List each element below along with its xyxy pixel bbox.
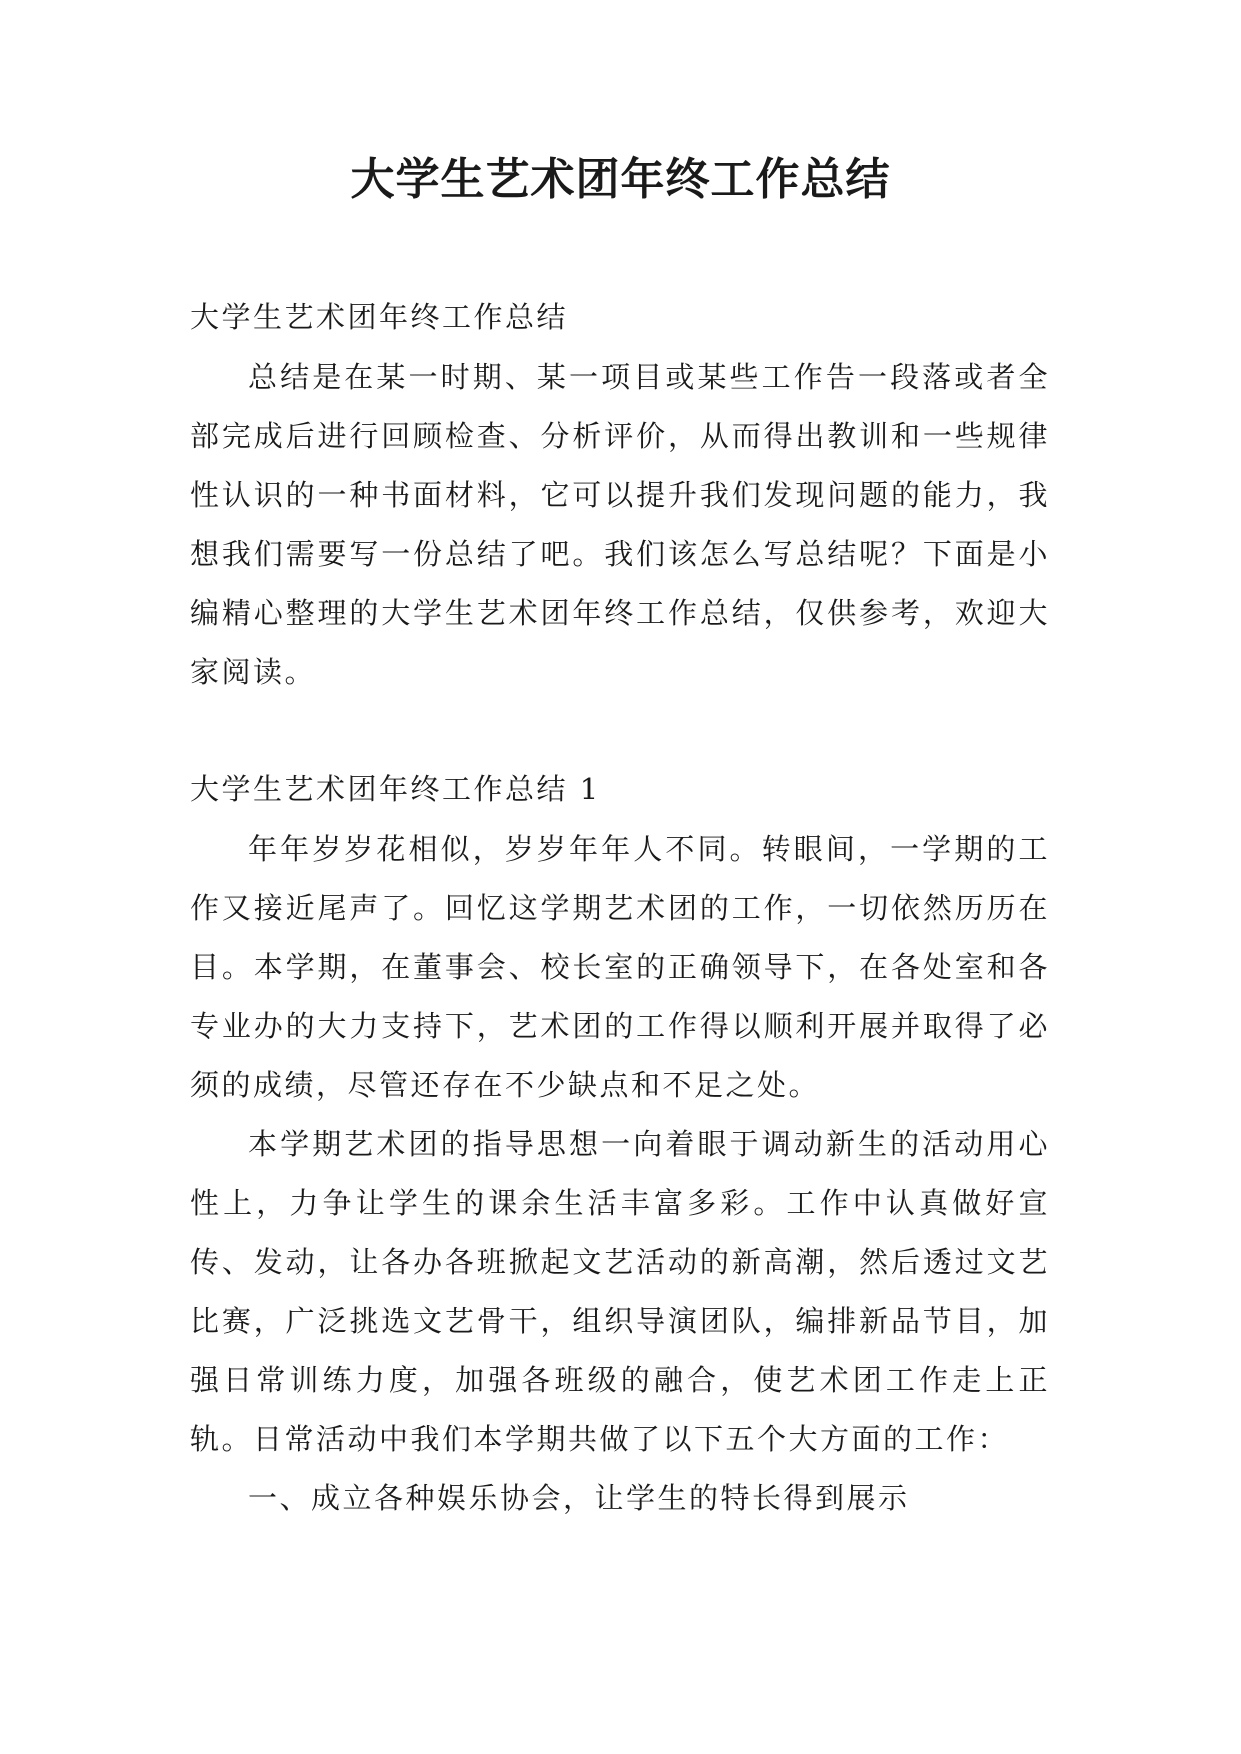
section-1-paragraph-1: 年年岁岁花相似，岁岁年年人不同。转眼间，一学期的工作又接近尾声了。回忆这学期艺术团的工作，一切依然历历在目。本学期，在董事会、校长室的正确领导下，在各处室和各专业办的大力支持下，艺术团的工作得以顺利开展并取得了必须的成绩，尽管还存在不少缺点和不足之处。 bbox=[190, 832, 1050, 1102]
section-1-item-heading: 一、成立各种娱乐协会，让学生的特长得到展示 bbox=[248, 1481, 910, 1515]
intro-heading: 大学生艺术团年终工作总结 bbox=[190, 300, 569, 334]
section-1 bbox=[190, 758, 1050, 1528]
intro-section bbox=[190, 286, 1050, 702]
intro-paragraph: 总结是在某一时期、某一项目或某些工作告一段落或者全部完成后进行回顾检查、分析评价，从而得出教训和一些规律性认识的一种书面材料，它可以提升我们发现问题的能力，我想我们需要写一份总结了吧。我们该怎么写总结呢？下面是小编精心整理的大学生艺术团年终工作总结，仅供参考，欢迎大家阅读。 bbox=[190, 360, 1050, 689]
section-1-heading: 大学生艺术团年终工作总结 1 bbox=[190, 772, 601, 806]
document-title: 大学生艺术团年终工作总结 bbox=[350, 154, 891, 205]
section-1-paragraph-2: 本学期艺术团的指导思想一向着眼于调动新生的活动用心性上，力争让学生的课余生活丰富多彩。工作中认真做好宣传、发动，让各办各班掀起文艺活动的新高潮，然后透过文艺比赛，广泛挑选文艺骨干，组织导演团队，编排新品节目，加强日常训练力度，加强各班级的融合，使艺术团工作走上正轨。日常活动中我们本学期共做了以下五个大方面的工作： bbox=[190, 1127, 1050, 1456]
